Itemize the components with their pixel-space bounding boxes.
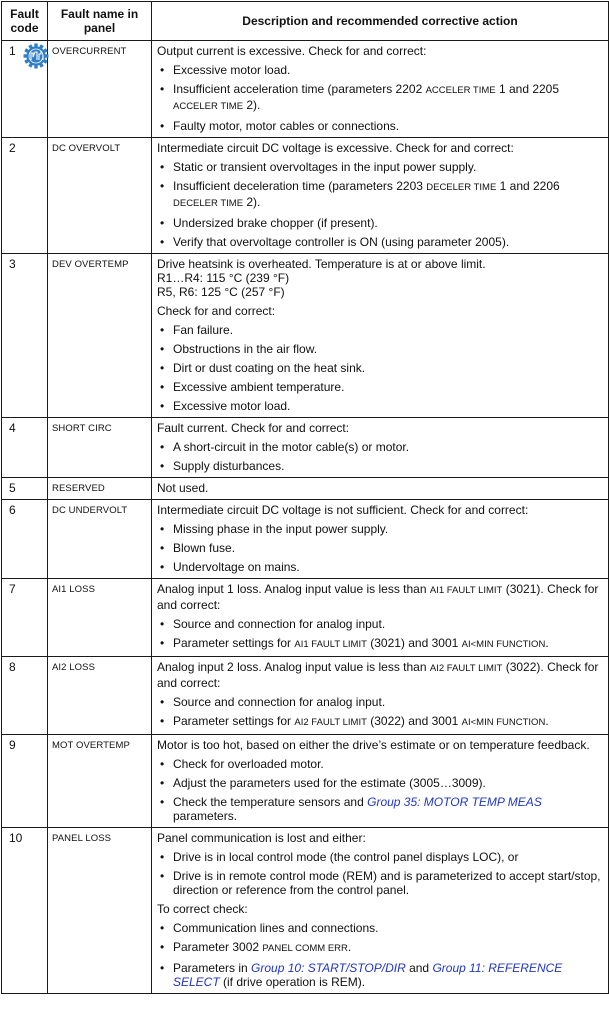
parameter-name: ACCELER TIME	[425, 85, 496, 96]
bullet-item: • Blown fuse.	[157, 541, 604, 555]
description-intro: Not used.	[157, 481, 209, 495]
text-segment: Parameter settings for	[173, 714, 295, 728]
description-line: Drive heatsink is overheated. Temperature is at or above limit.	[157, 257, 486, 271]
description-check: To correct check:	[157, 902, 248, 916]
fault-code: 1	[9, 44, 16, 58]
bullet-item: • Dirt or dust coating on the heat sink.	[157, 361, 604, 375]
fault-code-wrap	[9, 738, 47, 752]
bullet-item: • Faulty motor, motor cables or connections.	[157, 119, 604, 133]
text-segment: 2).	[243, 98, 261, 112]
bullet-list	[157, 617, 604, 652]
text-segment: Insufficient deceleration time (parameters 2203	[173, 179, 427, 193]
table-row	[2, 418, 609, 478]
parameter-name: AI<MIN FUNCTION	[461, 717, 546, 728]
parameter-name: AI1 FAULT LIMIT	[429, 585, 503, 596]
bullet-item: • Static or transient overvoltages in the input power supply.	[157, 160, 604, 174]
bullet-item: • Excessive ambient temperature.	[157, 380, 604, 394]
fault-code: 2	[9, 141, 16, 155]
fault-code-wrap	[9, 660, 47, 674]
bullet-item: • Source and connection for analog input.	[157, 617, 604, 631]
fault-description-cell	[152, 254, 609, 418]
fault-name-cell: PANEL LOSS	[48, 828, 152, 994]
fault-code: 3	[9, 257, 16, 271]
fault-code: 7	[9, 582, 16, 596]
text-segment: Analog input 2 loss. Analog input value is less than	[157, 660, 430, 674]
table-header-row	[2, 2, 609, 41]
text-segment: and	[405, 961, 433, 975]
fault-code-cell	[2, 735, 48, 828]
fault-name-cell: DEV OVERTEMP	[48, 254, 152, 418]
text-segment: (3021) and 3001	[366, 636, 462, 650]
header-fault-code: Fault code	[2, 2, 48, 41]
bullet-item: • Communication lines and connections.	[157, 921, 604, 935]
fault-description-cell	[152, 41, 609, 138]
bullet-item: • Source and connection for analog input.	[157, 695, 604, 709]
fault-code: 10	[9, 831, 23, 845]
header-fault-name: Fault name in panel	[48, 2, 152, 41]
text-segment: .	[347, 940, 352, 954]
bullet-list	[157, 921, 604, 989]
fault-name-cell: OVERCURRENT	[48, 41, 152, 138]
fault-code-wrap	[9, 831, 47, 845]
parameter-name: PANEL COMM ERR	[262, 943, 348, 954]
description-intro: Motor is too hot, based on either the drive’s estimate or on temperature feedback.	[157, 738, 590, 752]
table-row	[2, 478, 609, 500]
table-row	[2, 735, 609, 828]
bullet-item: • Verify that overvoltage controller is ON (using parameter 2005).	[157, 235, 604, 249]
bullet-item	[157, 940, 604, 956]
bullet-list	[157, 695, 604, 730]
fault-code-cell	[2, 828, 48, 994]
text-segment: (3021). Check for and correct:	[157, 582, 599, 612]
fault-description-cell	[152, 478, 609, 500]
fault-code-wrap	[9, 582, 47, 596]
table-row	[2, 41, 609, 138]
fault-code-wrap	[9, 503, 47, 517]
fault-gear-icon	[23, 43, 49, 69]
bullet-item: • Excessive motor load.	[157, 63, 604, 77]
bullet-item	[157, 82, 604, 114]
fault-code-wrap	[9, 141, 47, 155]
bullet-item: • A short-circuit in the motor cable(s) or motor.	[157, 440, 604, 454]
text-segment: .	[545, 714, 549, 728]
fault-code: 5	[9, 481, 16, 495]
description-intro	[157, 660, 604, 690]
bullet-list	[157, 757, 604, 823]
bullet-item	[157, 636, 604, 652]
parameter-name: DECELER TIME	[173, 198, 244, 209]
fault-description-cell	[152, 657, 609, 735]
fault-description-cell	[152, 418, 609, 478]
fault-name-cell: RESERVED	[48, 478, 152, 500]
table-row	[2, 500, 609, 579]
bullet-item: • Obstructions in the air flow.	[157, 342, 604, 356]
description-line: R5, R6: 125 °C (257 °F)	[157, 285, 285, 299]
fault-name-cell: SHORT CIRC	[48, 418, 152, 478]
text-segment: (3022). Check for and correct:	[157, 660, 599, 690]
bullet-list	[157, 440, 604, 473]
text-segment: 1 and 2206	[496, 179, 560, 193]
bullet-list	[157, 63, 604, 133]
bullet-item: • Excessive motor load.	[157, 399, 604, 413]
text-segment: parameters.	[173, 809, 238, 823]
fault-description-cell	[152, 735, 609, 828]
group-link[interactable]: Group 35: MOTOR TEMP MEAS	[367, 795, 542, 809]
text-segment: Analog input 1 loss. Analog input value is less than	[157, 582, 430, 596]
bullet-item: • Drive is in local control mode (the control panel displays LOC), or	[157, 850, 604, 864]
table-body	[2, 41, 609, 994]
description-intro	[157, 582, 604, 612]
text-segment: (if drive operation is REM).	[219, 975, 366, 989]
text-segment: 2).	[243, 195, 261, 209]
fault-code: 8	[9, 660, 16, 674]
text-segment: Check the temperature sensors and	[173, 795, 368, 809]
parameter-name: ACCELER TIME	[173, 101, 244, 112]
bullet-list	[157, 160, 604, 249]
fault-code: 6	[9, 503, 16, 517]
table-row	[2, 138, 609, 254]
table-row	[2, 657, 609, 735]
fault-code: 4	[9, 421, 16, 435]
fault-name-cell: DC OVERVOLT	[48, 138, 152, 254]
fault-code-wrap	[9, 44, 47, 58]
bullet-item: • Fan failure.	[157, 323, 604, 337]
fault-code-cell	[2, 657, 48, 735]
description-intro: Fault current. Check for and correct:	[157, 421, 350, 435]
bullet-list	[157, 323, 604, 413]
bullet-item	[157, 795, 604, 823]
table-row	[2, 828, 609, 994]
fault-code-cell	[2, 500, 48, 579]
description-check: Check for and correct:	[157, 304, 276, 318]
fault-name-cell: AI2 LOSS	[48, 657, 152, 735]
text-segment: Insufficient acceleration time (parameters 2202	[173, 82, 426, 96]
bullet-item: • Adjust the parameters used for the estimate (3005…3009).	[157, 776, 604, 790]
bullet-list	[157, 522, 604, 574]
fault-code-cell	[2, 418, 48, 478]
bullet-item	[157, 179, 604, 211]
group-link[interactable]: Group 11: REFERENCE SELECT	[173, 961, 563, 989]
text-segment: .	[545, 636, 549, 650]
fault-code-cell	[2, 478, 48, 500]
fault-description-cell	[152, 579, 609, 657]
bullet-item: • Drive is in remote control mode (REM) and is parameterized to accept start/stop, direction or reference from the control panel.	[157, 869, 604, 897]
table-row	[2, 579, 609, 657]
text-segment: 1 and 2205	[495, 82, 560, 96]
description-intro: Output current is excessive. Check for and correct:	[157, 44, 427, 58]
parameter-name: AI2 FAULT LIMIT	[294, 717, 367, 728]
fault-name-cell: AI1 LOSS	[48, 579, 152, 657]
fault-code-wrap	[9, 257, 47, 271]
description-intro: Intermediate circuit DC voltage is not sufficient. Check for and correct:	[157, 503, 529, 517]
text-segment: Parameters in	[173, 961, 252, 975]
fault-code-cell	[2, 254, 48, 418]
bullet-item: • Supply disturbances.	[157, 459, 604, 473]
parameter-name: AI<MIN FUNCTION	[461, 639, 546, 650]
bullet-list	[157, 850, 604, 897]
parameter-name: DECELER TIME	[426, 182, 497, 193]
fault-name-cell: DC UNDERVOLT	[48, 500, 152, 579]
fault-description-cell	[152, 138, 609, 254]
table-row	[2, 254, 609, 418]
text-segment: Parameter 3002	[173, 940, 263, 954]
bullet-item: • Missing phase in the input power supply.	[157, 522, 604, 536]
fault-description-cell	[152, 828, 609, 994]
description-line: R1…R4: 115 °C (239 °F)	[157, 271, 290, 285]
header-description: Description and recommended corrective action	[152, 2, 609, 41]
text-segment: (3022) and 3001	[366, 714, 462, 728]
group-link[interactable]: Group 10: START/STOP/DIR	[251, 961, 406, 975]
fault-code-cell	[2, 138, 48, 254]
bullet-item: • Check for overloaded motor.	[157, 757, 604, 771]
bullet-item	[157, 961, 604, 989]
bullet-item	[157, 714, 604, 730]
fault-code-cell	[2, 579, 48, 657]
text-segment: Parameter settings for	[173, 636, 295, 650]
fault-code: 9	[9, 738, 16, 752]
bullet-item: • Undersized brake chopper (if present).	[157, 216, 604, 230]
fault-code-wrap	[9, 421, 47, 435]
parameter-name: AI1 FAULT LIMIT	[294, 639, 367, 650]
parameter-name: AI2 FAULT LIMIT	[429, 663, 503, 674]
fault-code-cell	[2, 41, 48, 138]
description-intro: Panel communication is lost and either:	[157, 831, 366, 845]
fault-name-cell: MOT OVERTEMP	[48, 735, 152, 828]
fault-description-cell	[152, 500, 609, 579]
bullet-item: • Undervoltage on mains.	[157, 560, 604, 574]
fault-table	[1, 1, 609, 994]
fault-code-wrap	[9, 481, 47, 495]
description-intro: Intermediate circuit DC voltage is excessive. Check for and correct:	[157, 141, 514, 155]
